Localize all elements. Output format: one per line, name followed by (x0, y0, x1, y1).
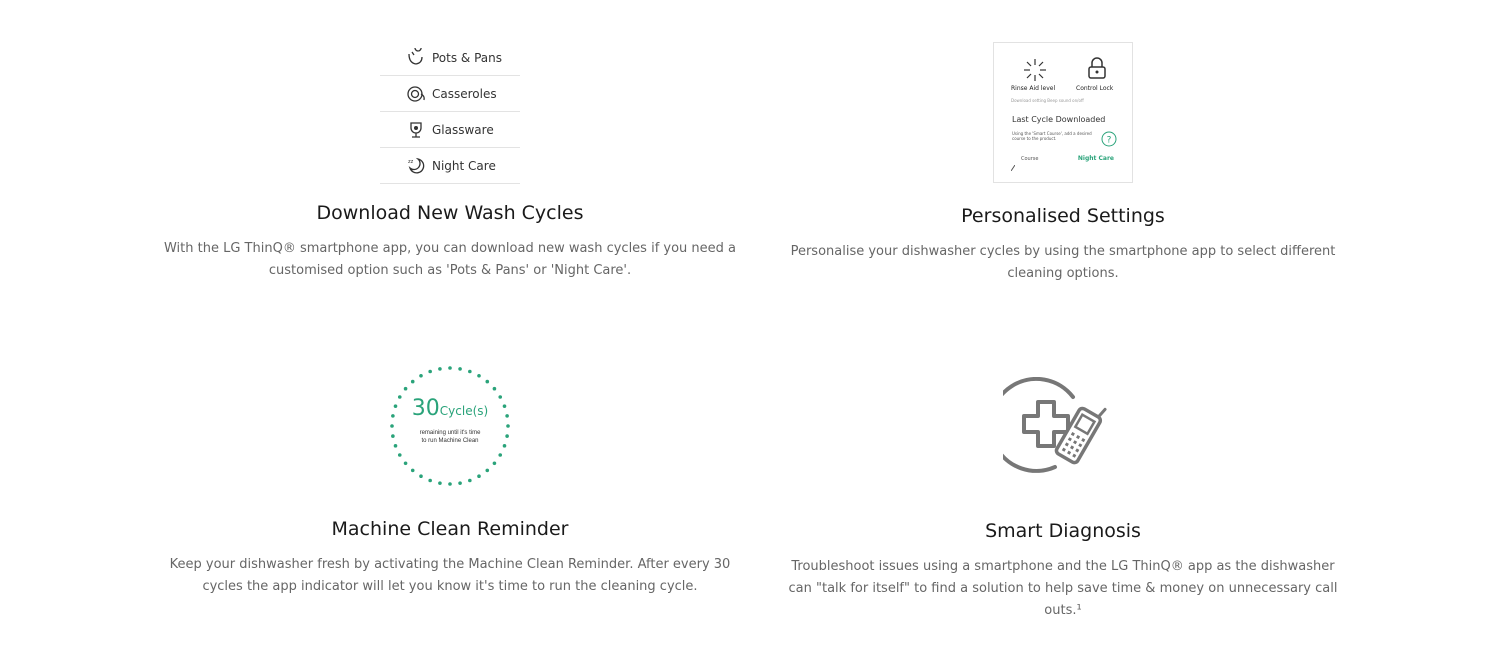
settings-card (993, 42, 1133, 183)
ring-dot (411, 469, 415, 473)
control-lock-icon (1086, 57, 1108, 85)
ring-dot (485, 380, 489, 384)
wash-cycles-illustration (380, 40, 520, 180)
ring-dot (493, 461, 497, 465)
control-lock-label: Control Lock (1076, 85, 1114, 92)
ring-dot (468, 370, 472, 374)
ring-dot (485, 469, 489, 473)
ring-dot (428, 479, 432, 483)
rinse-aid-label: Rinse Aid level (1011, 85, 1056, 92)
course-icon (1011, 156, 1015, 175)
ring-dot (498, 453, 502, 457)
ring-dot (428, 370, 432, 374)
feature-description: With the LG ThinQ® smartphone app, you can download new wash cycles if you need a customised option such as 'Pots & Pans' or 'Night Care'. (163, 241, 737, 278)
cycle-label: Glassware (432, 122, 494, 137)
rinse-aid-icon (1022, 57, 1048, 87)
ring-dot (404, 387, 408, 391)
feature-description: Keep your dishwasher fresh by activating the Machine Clean Reminder. After every 30 cycles the app indicator will let you know it's time to run the cleaning cycle. (169, 557, 731, 594)
ring-dot (448, 482, 452, 486)
night-care-label: Night Care (1077, 155, 1114, 162)
ring-dot (448, 366, 452, 370)
cycle-label: Casseroles (432, 86, 497, 101)
pot-icon (406, 48, 426, 68)
cycle-label: Night Care (432, 158, 496, 173)
reminder-unit: Cycle(s) (439, 404, 489, 418)
ring-dot (493, 387, 497, 391)
ring-dot (390, 424, 394, 428)
ring-dot (398, 453, 402, 457)
question-icon (1101, 131, 1117, 151)
smart-diagnosis-illustration (1003, 377, 1123, 481)
last-cycle-label: Last Cycle Downloaded (1012, 115, 1106, 124)
feature-machine-clean-reminder (150, 313, 750, 598)
reminder-number: 30 (411, 396, 440, 421)
svg-text:zz: zz (408, 158, 414, 165)
ring-dot (468, 479, 472, 483)
feature-smart-diagnosis (778, 313, 1348, 622)
glass-icon (406, 120, 426, 140)
reminder-subtext-line1: remaining until it's time (419, 430, 481, 436)
feature-title: Personalised Settings (961, 205, 1165, 227)
ring-dot (438, 481, 442, 485)
course-label: Course (1021, 156, 1039, 162)
settings-small-text: Download setting Beep sound on/off (1011, 98, 1084, 103)
feature-description: Troubleshoot issues using a smartphone and the LG ThinQ® app as the dishwasher can "talk for itself" to find a solution to help save time & money on unnecessary call outs.¹ (788, 559, 1338, 618)
cycle-item-casseroles (380, 76, 520, 112)
feature-description: Personalise your dishwasher cycles by using the smartphone app to select different cleaning options. (790, 244, 1336, 281)
settings-illustration (993, 42, 1133, 183)
ring-dot (506, 424, 510, 428)
cycle-item-glassware (380, 112, 520, 148)
ring-dot (477, 374, 481, 378)
smart-diagnosis-icon (1003, 377, 1123, 481)
ring-dot (438, 367, 442, 371)
ring-dot (458, 367, 462, 371)
feature-title: Machine Clean Reminder (331, 518, 569, 540)
dotted-ring-icon (388, 364, 512, 488)
reminder-subtext-line2: to run Machine Clean (421, 438, 479, 444)
reminder-count (388, 396, 512, 421)
feature-title: Download New Wash Cycles (316, 202, 584, 224)
cycle-list (380, 40, 520, 184)
ring-dot (411, 380, 415, 384)
reminder-subtext (388, 429, 512, 445)
feature-title: Smart Diagnosis (985, 520, 1141, 542)
feature-download-wash-cycles (150, 0, 750, 282)
cycle-item-night-care (380, 148, 520, 184)
ring-dot (404, 461, 408, 465)
help-text: Using the 'Smart Course', add a desired course to the product. (1012, 131, 1092, 141)
ring-dot (477, 474, 481, 478)
ring-dot (458, 481, 462, 485)
cycle-item-pots-pans (380, 40, 520, 76)
feature-personalised-settings (778, 0, 1348, 285)
ring-dot (419, 374, 423, 378)
reminder-illustration (388, 364, 512, 488)
casserole-icon (406, 84, 426, 104)
moon-icon (406, 156, 426, 176)
svg-text:?: ? (1106, 135, 1112, 146)
cycle-label: Pots & Pans (432, 50, 503, 65)
ring-dot (419, 474, 423, 478)
